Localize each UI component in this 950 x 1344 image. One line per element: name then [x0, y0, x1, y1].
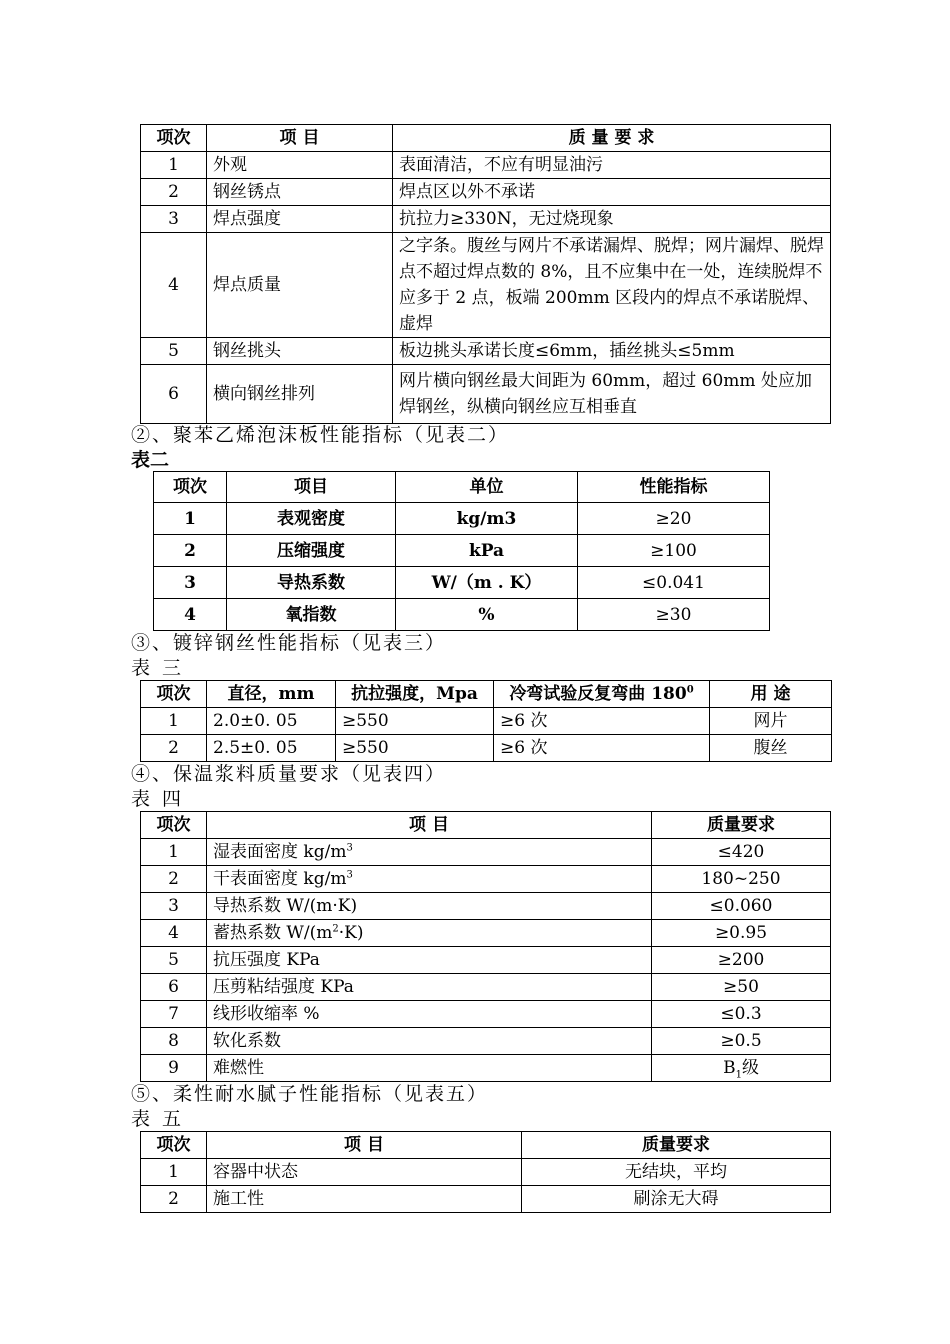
cell: 2.0±0. 05: [207, 708, 336, 735]
header-cell: 项 目: [207, 125, 393, 152]
cell: 1: [141, 152, 207, 179]
cell: 腹丝: [710, 735, 832, 762]
header-cell: 项次: [141, 1132, 207, 1159]
cell: 容器中状态: [207, 1159, 522, 1186]
cell: 3: [141, 206, 207, 233]
cell: kg/m3: [396, 503, 578, 535]
cell: ≥0.95: [652, 920, 831, 947]
cell: 钢丝挑头: [207, 338, 393, 365]
cell: ≥30: [578, 599, 770, 631]
cell: 2: [141, 1186, 207, 1213]
table-row: [141, 338, 831, 365]
table-row: [141, 920, 831, 947]
table-5: [140, 1131, 831, 1213]
table-row: [154, 535, 770, 567]
table-caption: 表 五: [131, 1108, 185, 1130]
cell: 软化系数: [207, 1028, 652, 1055]
item-text: 湿表面密度 kg/m: [213, 842, 347, 862]
cell: ≥6 次: [494, 735, 710, 762]
table-4: [140, 811, 831, 1082]
cell: ≥550: [336, 735, 494, 762]
header-cell: 质 量 要 求: [393, 125, 831, 152]
table-row: [141, 708, 832, 735]
header-cell: 单位: [396, 472, 578, 503]
table-3: [140, 680, 832, 762]
table-row: [141, 893, 831, 920]
cell: [207, 866, 652, 893]
table-row: [141, 179, 831, 206]
cell: 无结块，平均: [522, 1159, 831, 1186]
cell: [207, 839, 652, 866]
cell: 氧指数: [227, 599, 396, 631]
cell: W/（m . K）: [396, 567, 578, 599]
cell: ≤0.060: [652, 893, 831, 920]
item-text: 干表面密度 kg/m: [213, 869, 347, 889]
cell: 2: [141, 179, 207, 206]
table-header-row: [141, 125, 831, 152]
header-cell: 项次: [141, 681, 207, 708]
cell: 表观密度: [227, 503, 396, 535]
table-row: [154, 567, 770, 599]
cell: 导热系数: [227, 567, 396, 599]
cell: 抗压强度 KPa: [207, 947, 652, 974]
cell: 焊点强度: [207, 206, 393, 233]
cell: 7: [141, 1001, 207, 1028]
cell: 6: [141, 974, 207, 1001]
header-text: 冷弯试验反复弯曲 180: [509, 684, 687, 704]
table-row: [141, 1055, 831, 1082]
superscript: 3: [346, 869, 353, 881]
cell: 1: [154, 503, 227, 535]
cell: ≥6 次: [494, 708, 710, 735]
section-heading: ②、聚苯乙烯泡沫板性能指标（见表二）: [131, 424, 510, 446]
table-row: [141, 152, 831, 179]
cell: 8: [141, 1028, 207, 1055]
cell: 导热系数 W/(m·K): [207, 893, 652, 920]
table-row: [141, 1159, 831, 1186]
cell: [207, 920, 652, 947]
cell: 4: [141, 233, 207, 338]
table-header-row: [141, 812, 831, 839]
header-cell: 项次: [154, 472, 227, 503]
table-caption: 表 四: [131, 788, 185, 810]
table-row: [141, 365, 831, 424]
cell: 板边挑头承诺长度≤6mm，插丝挑头≤5mm: [393, 338, 831, 365]
cell: 网片横向钢丝最大间距为 60mm，超过 60mm 处应加焊钢丝，纵横向钢丝应互相垂直: [393, 365, 831, 424]
cell: ≤0.3: [652, 1001, 831, 1028]
table-row: [141, 735, 832, 762]
cell: 3: [154, 567, 227, 599]
table-row: [141, 1028, 831, 1055]
table-row: [154, 503, 770, 535]
header-cell: [494, 681, 710, 708]
cell: 横向钢丝排列: [207, 365, 393, 424]
table-row: [141, 233, 831, 338]
header-cell: 项目: [227, 472, 396, 503]
superscript: 0: [686, 684, 694, 696]
cell: kPa: [396, 535, 578, 567]
table-row: [154, 599, 770, 631]
cell: %: [396, 599, 578, 631]
cell: 1: [141, 708, 207, 735]
cell: 2: [141, 866, 207, 893]
section-heading: ④、保温浆料质量要求（见表四）: [131, 763, 447, 785]
table-header-row: [141, 681, 832, 708]
cell: ≤420: [652, 839, 831, 866]
cell: ≥20: [578, 503, 770, 535]
table-row: [141, 866, 831, 893]
header-cell: 质量要求: [522, 1132, 831, 1159]
cell: 5: [141, 947, 207, 974]
cell: 焊点质量: [207, 233, 393, 338]
cell: 2.5±0. 05: [207, 735, 336, 762]
table-row: [141, 974, 831, 1001]
table-header-row: [154, 472, 770, 503]
table-row: [141, 206, 831, 233]
table-caption: 表二: [131, 449, 170, 471]
cell: 难燃性: [207, 1055, 652, 1082]
cell: ≥0.5: [652, 1028, 831, 1055]
table-1: [140, 124, 831, 424]
superscript: 3: [346, 842, 353, 854]
table-row: [141, 1001, 831, 1028]
cell: 之字条。腹丝与网片不承诺漏焊、脱焊；网片漏焊、脱焊点不超过焊点数的 8%，且不应集中在一处，连续脱焊不应多于 2 点，板端 200mm 区段内的焊点不承诺脱焊、虚焊: [393, 233, 831, 338]
item-text: ·K): [338, 923, 364, 943]
cell: ≥50: [652, 974, 831, 1001]
cell: 4: [141, 920, 207, 947]
cell: 钢丝锈点: [207, 179, 393, 206]
header-cell: 项次: [141, 812, 207, 839]
cell: 刷涂无大碍: [522, 1186, 831, 1213]
cell: ≥550: [336, 708, 494, 735]
table-row: [141, 947, 831, 974]
req-text: B: [723, 1058, 736, 1078]
cell: 180~250: [652, 866, 831, 893]
header-cell: 项 目: [207, 1132, 522, 1159]
header-cell: 项次: [141, 125, 207, 152]
cell: 压剪粘结强度 KPa: [207, 974, 652, 1001]
req-text: 级: [741, 1058, 759, 1078]
section-heading: ③、镀锌钢丝性能指标（见表三）: [131, 632, 447, 654]
cell: 5: [141, 338, 207, 365]
cell: 1: [141, 839, 207, 866]
cell: 3: [141, 893, 207, 920]
table-caption: 表 三: [131, 657, 185, 679]
cell: 4: [154, 599, 227, 631]
cell: ≤0.041: [578, 567, 770, 599]
header-cell: 质量要求: [652, 812, 831, 839]
cell: 1: [141, 1159, 207, 1186]
table-row: [141, 839, 831, 866]
header-cell: 性能指标: [578, 472, 770, 503]
cell: 压缩强度: [227, 535, 396, 567]
table-2: [153, 471, 770, 631]
cell: 9: [141, 1055, 207, 1082]
subscript: 1: [735, 1069, 742, 1081]
cell: 表面清洁，不应有明显油污: [393, 152, 831, 179]
header-cell: 抗拉强度，Mpa: [336, 681, 494, 708]
cell: 2: [154, 535, 227, 567]
cell: 网片: [710, 708, 832, 735]
section-heading: ⑤、柔性耐水腻子性能指标（见表五）: [131, 1083, 489, 1105]
table-header-row: [141, 1132, 831, 1159]
cell: ≥200: [652, 947, 831, 974]
cell: 抗拉力≥330N，无过烧现象: [393, 206, 831, 233]
cell: 6: [141, 365, 207, 424]
header-cell: 项 目: [207, 812, 652, 839]
header-cell: 用 途: [710, 681, 832, 708]
item-text: 蓄热系数 W/(m: [213, 923, 333, 943]
table-row: [141, 1186, 831, 1213]
superscript: 2: [332, 923, 339, 935]
cell: 2: [141, 735, 207, 762]
cell: 线形收缩率 %: [207, 1001, 652, 1028]
cell: [652, 1055, 831, 1082]
cell: 施工性: [207, 1186, 522, 1213]
cell: 焊点区以外不承诺: [393, 179, 831, 206]
cell: 外观: [207, 152, 393, 179]
cell: ≥100: [578, 535, 770, 567]
header-cell: 直径，mm: [207, 681, 336, 708]
